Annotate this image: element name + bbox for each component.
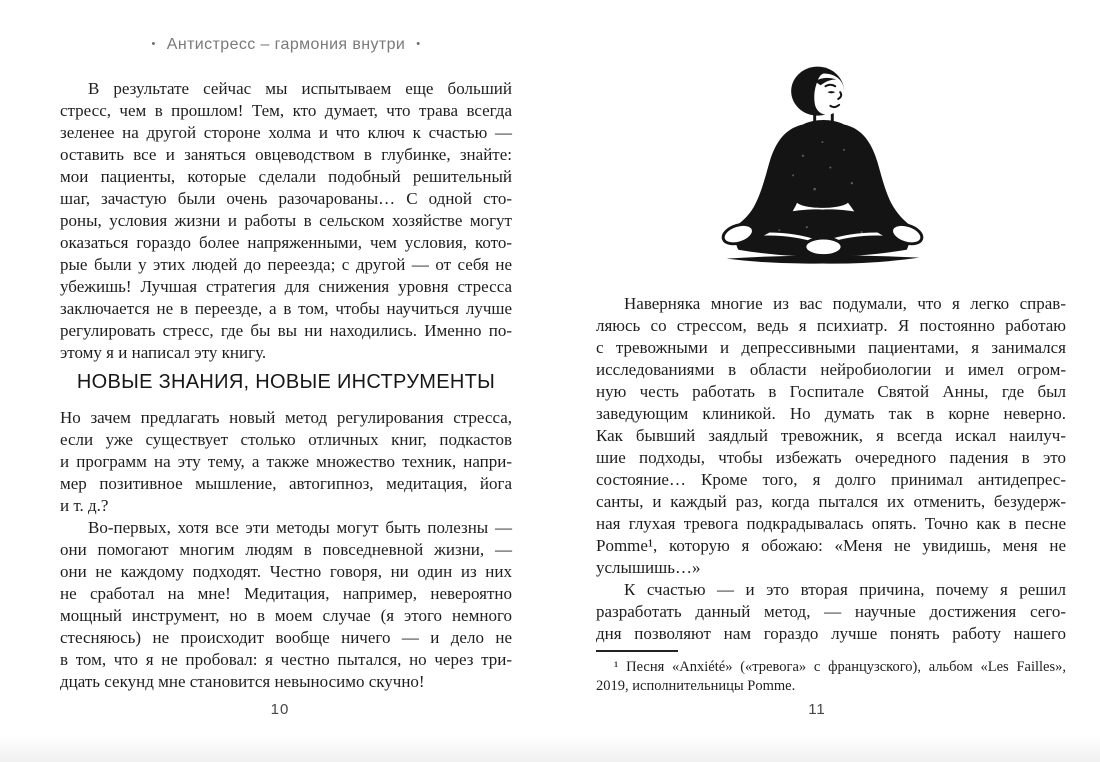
text-line: и т. д.? [60,496,109,515]
text-line: шаг, зачастую были очень разочарованы… С одной сто- [60,189,512,208]
footnote-rule [596,650,678,652]
text-line: Pomme¹, которую я обожаю: «Меня не увидишь, меня не [596,536,1066,555]
text-line: заключается не в переезде, а в том, чтобы научиться лучше [60,299,512,318]
text-line: Как бывший заядлый тревожник, я всегда искал наилуч- [596,426,1066,445]
text-line: с тревожными и депрессивными пациентами, я занимался [596,338,1066,357]
page-number-left: 10 [270,701,290,718]
left-paragraph-2 [60,407,512,517]
text-line: рые были у этих людей до переезда; с другой — от себя не [60,255,512,274]
text-line: исследованиями в области нейробиологии и имел огром- [596,360,1066,379]
bullet-icon: • [151,38,156,50]
text-line: если уже существует столько отличных книг, подкастов [60,430,512,449]
running-head-title: Антистресс – гармония внутри [166,36,406,53]
text-line: убежишь! Лучшая стратегия для снижения уровня стресса [60,277,512,296]
text-line: этому я и написал эту книгу. [60,343,267,362]
text-line: санты, и каждый раз, когда пытался их отменить, безудерж- [596,492,1066,511]
text-line: оставить все и заняться овцеводством в глубинке, знайте: [60,145,512,164]
text-line: ную честь работать в Госпитале Святой Анны, где был [596,382,1066,401]
section-heading: НОВЫЕ ЗНАНИЯ, НОВЫЕ ИНСТРУМЕНТЫ [76,371,496,393]
page-bottom-shadow [0,736,1100,762]
text-line: не сработал на мне! Медитация, например, невероятно [60,584,512,603]
text-line: регулировать стресс, где бы вы ни находились. Именно по- [60,321,512,340]
running-head [60,36,512,54]
text-line: оказаться гораздо более напряженными, чем условия, кото- [60,233,512,252]
text-line: ляюсь со стрессом, ведь я психиатр. Я постоянно работаю [596,316,1066,335]
text-line: дцать секунд мне становится невыносимо скучно! [60,672,425,691]
text-line: услышишь…» [596,558,701,577]
text-line: стресс, чем в прошлом! Тем, кто думает, что трава всегда [60,101,512,120]
footnote [596,658,1066,696]
text-line: в том, что я не пробовал: я честно пытался, но через три- [60,650,512,669]
meditating-person-illustration [705,64,940,273]
text-line: заведующим клиникой. Но думать так в корне неверно. [596,404,1066,423]
left-paragraph-3 [60,517,512,693]
text-line: мои пациенты, которые сделали подобный решительный [60,167,512,186]
right-paragraph-2 [596,579,1066,645]
text-line: ная глухая тревога подкрадывалась опять. Точно как в песне [596,514,1066,533]
text-line: разработать данный метод, — научные достижения сего- [596,602,1066,621]
bullet-icon: • [416,38,421,50]
text-line: шие подходы, чтобы избежать очередного падения в это [596,448,1066,467]
text-line: 2019, исполнительницы Pomme. [596,678,796,694]
text-line: роны, условия жизни и работы в сельском хозяйстве могут [60,211,512,230]
meditating-person-svg [705,64,940,273]
text-line: Но зачем предлагать новый метод регулирования стресса, [60,408,512,427]
text-line: зеленее на другой стороне холма и что ключ к счастью — [60,123,512,142]
text-line: ¹ Песня «Anxiété» («тревога» с французского), альбом «Les Failles», [614,659,1066,675]
text-line: Во-первых, хотя все эти методы могут быть полезны — [88,518,512,537]
text-line: дня позволяют нам гораздо лучше понять работу нашего [596,624,1066,643]
text-line: они не каждому подходят. Честно говоря, ни один из них [60,562,512,581]
right-paragraph-1 [596,293,1066,579]
text-line: Наверняка многие из вас подумали, что я легко справ- [624,294,1066,313]
text-line: мер позитивное мышление, автогипноз, медитация, йога [60,474,512,493]
text-line: и программ на эту тему, а также множество техник, напри- [60,452,512,471]
left-paragraph-1 [60,78,512,364]
text-line: стесняюсь) не происходит вообще ничего — и дело не [60,628,512,647]
text-line: В результате сейчас мы испытываем еще больший [88,79,512,98]
text-line: состояние… Кроме того, я долго принимал антидепрес- [596,470,1066,489]
text-line: мощный инструмент, но в моем случае (я этого немного [60,606,512,625]
page-number-right: 11 [808,701,826,718]
text-line: они помогают многим людям в повседневной жизни, — [60,540,512,559]
text-line: К счастью — и это вторая причина, почему я решил [624,580,1066,599]
